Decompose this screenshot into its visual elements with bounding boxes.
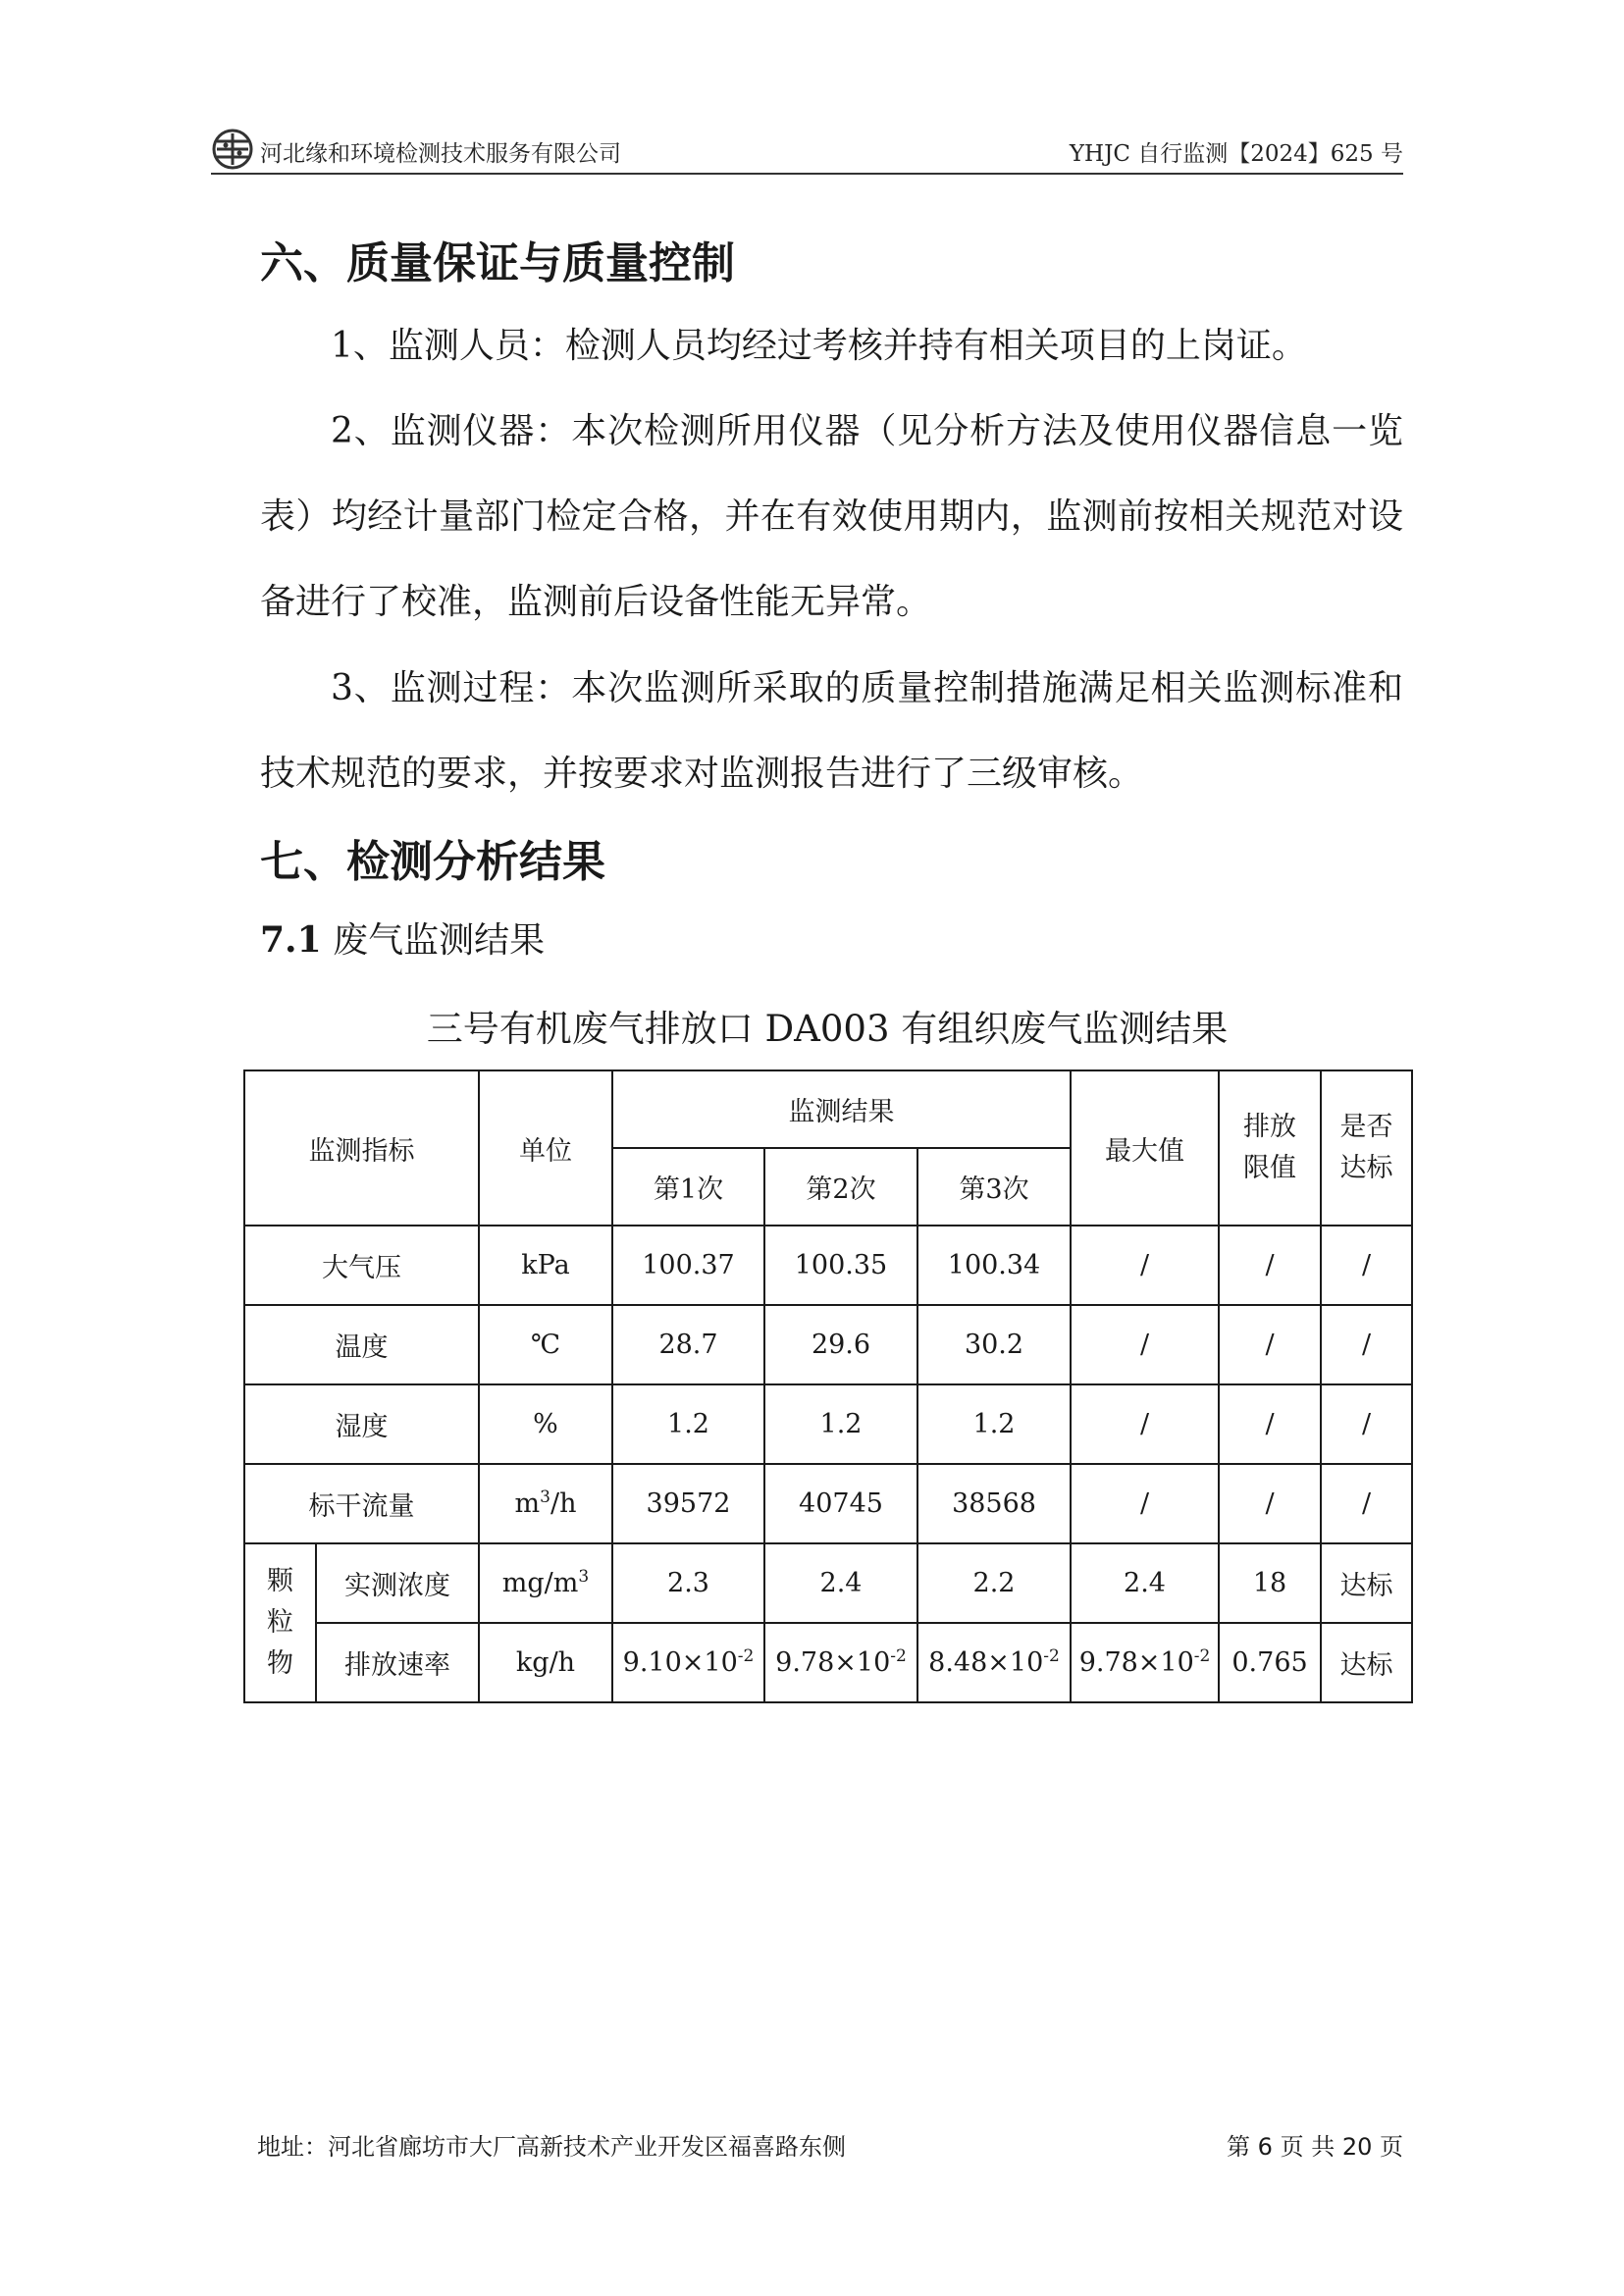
col-header-max: 最大值: [1071, 1070, 1219, 1226]
footer-address: 地址：河北省廊坊市大厂高新技术产业开发区福喜路东侧: [257, 2133, 846, 2161]
table-row: 标干流量 $m^3/h$ 39572 40745 38568 / / /: [244, 1464, 1412, 1543]
table-row: 颗 粒 物 实测浓度 $mg/m^3$ 2.3 2.4 2.2 2.4 18 达标: [244, 1543, 1412, 1623]
company-name: 河北缘和环境检测技术服务有限公司: [260, 141, 621, 167]
col-header-indicator: 监测指标: [244, 1070, 479, 1226]
col-header-unit: 单位: [479, 1070, 612, 1226]
col-header-run-1: 第1次: [612, 1148, 764, 1226]
section-7-title: 七、检测分析结果: [260, 837, 605, 887]
col-header-run-2: 第2次: [764, 1148, 917, 1226]
header-divider: [211, 173, 1403, 175]
conc-unit: $mg/m^3$: [479, 1543, 612, 1623]
page-number: 第 6 页 共 20 页: [1227, 2133, 1403, 2161]
quality-item-3: 3、监测过程：本次监测所采取的质量控制措施满足相关监测标准和技术规范的要求，并按要求对监测报告进行了三级审核。: [260, 668, 1403, 794]
flow-unit: $m^3/h$: [479, 1464, 612, 1543]
col-header-limit: 排放 限值: [1219, 1070, 1321, 1226]
subsection-7-1-title: [260, 913, 545, 963]
document-number: YHJC 自行监测【2024】625 号: [1069, 141, 1403, 167]
table-row: 大气压 kPa 100.37 100.35 100.34 / / /: [244, 1226, 1412, 1305]
section-6-title: 六、质量保证与质量控制: [260, 238, 735, 288]
quality-item-1: 1、监测人员：检测人员均经过考核并持有相关项目的上岗证。: [331, 326, 1307, 366]
table-row: 温度 ℃ 28.7 29.6 30.2 / / /: [244, 1305, 1412, 1384]
subsection-text: 废气监测结果: [333, 920, 546, 961]
subsection-number: 7.1: [260, 919, 322, 961]
table-row: 湿度 % 1.2 1.2 1.2 / / /: [244, 1384, 1412, 1464]
company-logo-icon: [211, 128, 254, 171]
col-header-compliance: 是否 达标: [1321, 1070, 1412, 1226]
table-title: 三号有机废气排放口 DA003 有组织废气监测结果: [426, 1008, 1229, 1050]
col-header-results: 监测结果: [612, 1070, 1071, 1148]
table-row: 排放速率 kg/h $9.10\times 10^{-2}$ $9.78\times 10^{-2}$ $8.48\times 10^{-2}$ $9.78\times 10^{-2}$ 0.765 达标: [244, 1623, 1412, 1702]
particulate-label: 颗 粒 物: [244, 1543, 316, 1702]
page-header: [211, 128, 1403, 171]
col-header-run-3: 第3次: [917, 1148, 1071, 1226]
header-row-1: [244, 1070, 1412, 1148]
quality-item-2: 2、监测仪器：本次检测所用仪器（见分析方法及使用仪器信息一览表）均经计量部门检定合格，并在有效使用期内，监测前按相关规范对设备进行了校准，监测前后设备性能无异常。: [260, 411, 1403, 622]
monitoring-results-table: [243, 1070, 1413, 1703]
